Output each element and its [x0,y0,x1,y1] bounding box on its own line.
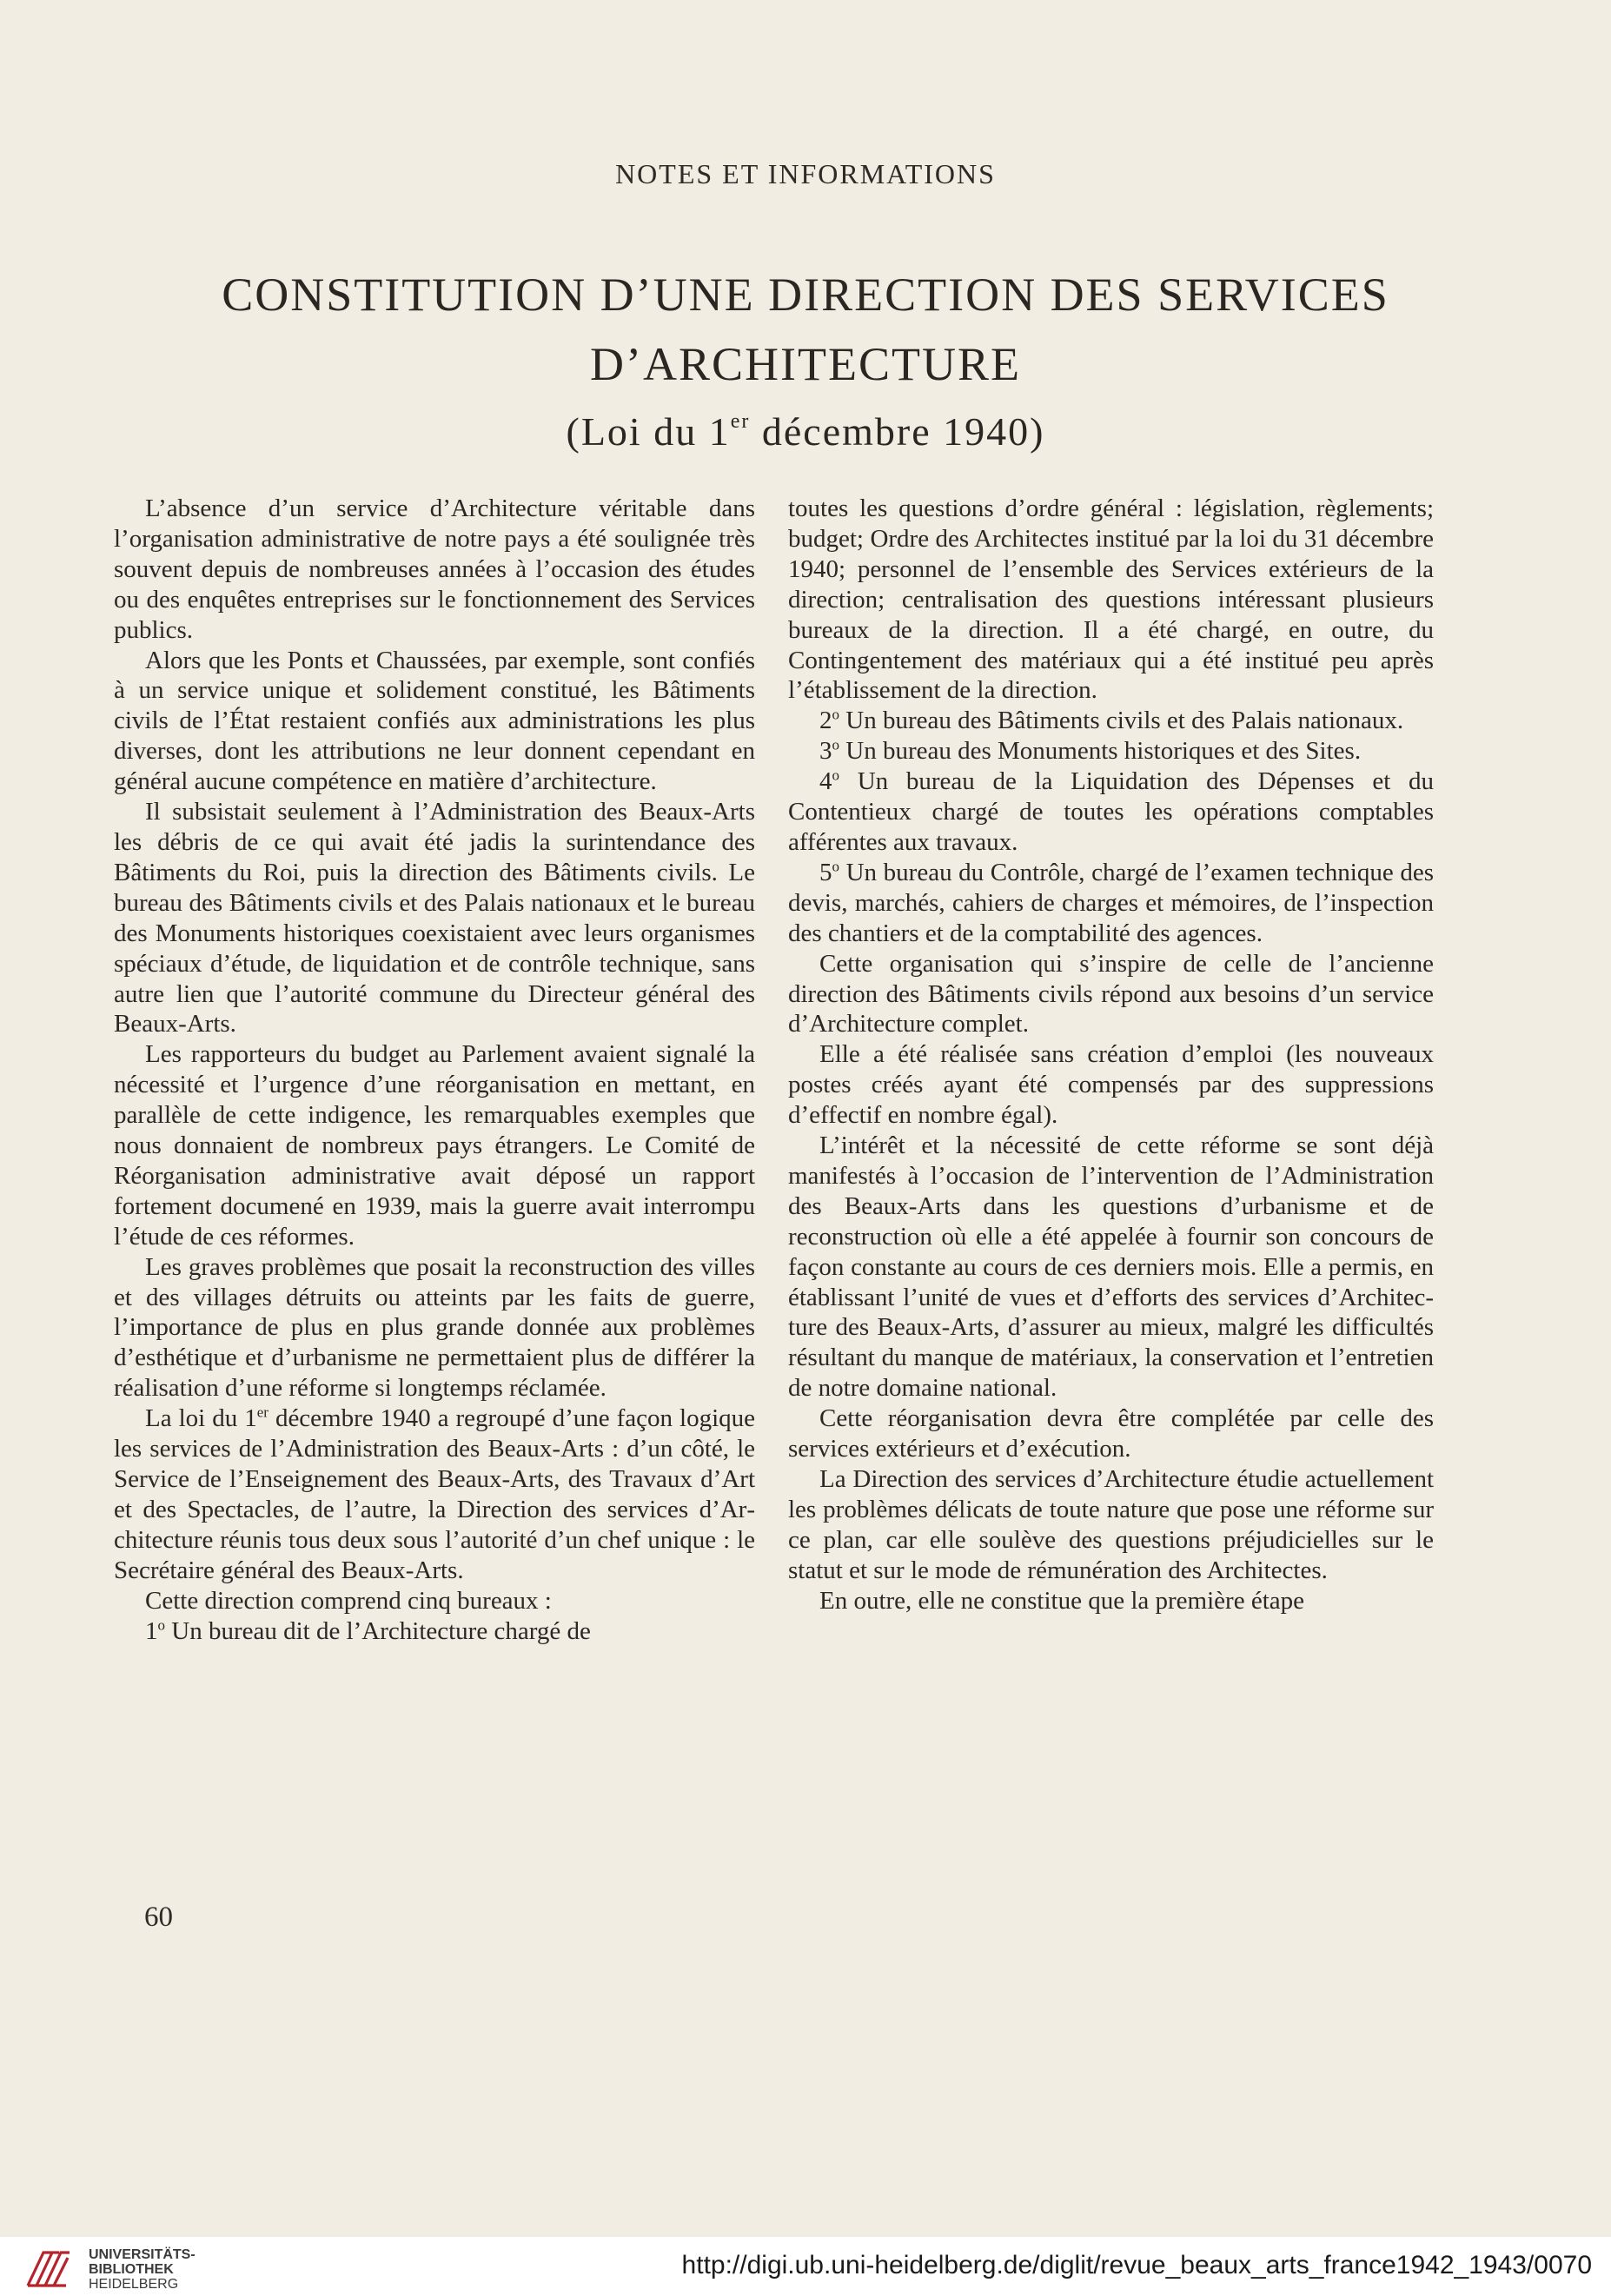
right-paragraph-6: Cette organisation qui s’inspire de celle de l’ancienne direction des Bâtiments civils répond aux besoins d’un service d’Architecture complet. [788,949,1434,1039]
left-column [114,494,755,1646]
right-paragraph-3-pre: 3 [819,737,832,766]
right-paragraph-3-sup: o [832,736,839,753]
right-paragraph-5-sup: o [832,858,839,875]
left-paragraph-2: Alors que les Ponts et Chaussées, par exemple, sont confiés à un service unique et solidement constitué, les Bâtiments civils de l’État restaient confiés aux administrations les plus diverses, dont les attributions ne leur donnent cependant en général aucune compétence en matière d’architecture. [114,646,755,796]
right-paragraph-4 [788,766,1434,858]
left-paragraph-6-sup: er [256,1403,268,1421]
right-paragraph-2-post: Un bureau des Bâtiments civils et des Palais nationaux. [839,707,1404,735]
library-name [89,2247,196,2292]
right-paragraph-2 [788,706,1434,736]
article-title-line-2: D’ARCHITECTURE [590,338,1021,390]
right-paragraph-4-post: Un bureau de la Liquidation des Dépenses et du Contentieux chargé de toutes les opérations comptables afférentes aux travaux. [788,767,1434,856]
right-paragraph-8: L’intérêt et la nécessité de cette réforme se sont déjà manifestés à l’occasion de l’intervention de l’Administration des Beaux-Arts dans les questions d’urbanisme et de reconstruction où elle a été appelée à fournir son concours de façon constante au cours de ces derniers mois. Elle a permis, en établissant l’unité de vues et d’efforts des services d’Architecture des Beaux-Arts, d’assurer au mieux, malgré les difficultés résultant du manque de matériaux, la conservation et l’entretien de notre domaine national. [788,1131,1434,1403]
subtitle-text-pre: (Loi du 1 [566,409,731,454]
library-name-line-1: UNIVERSITÄTS- [89,2247,196,2262]
library-name-line-2: BIBLIOTHEK [89,2262,174,2277]
running-head: NOTES ET INFORMATIONS [615,158,996,189]
left-paragraph-8-post: Un bureau dit de l’Architecture chargé de [165,1616,591,1645]
permalink-url[interactable]: http://digi.ub.uni-heidelberg.de/diglit/revue_beaux_arts_france1942_1943/0070 [681,2251,1592,2279]
subtitle-text-post: décembre 1940) [750,409,1045,454]
right-paragraph-4-pre: 4 [819,767,832,796]
right-paragraph-2-sup: o [832,706,839,723]
left-paragraph-8-pre: 1 [145,1616,158,1645]
right-paragraph-7: Elle a été réalisée sans création d’emploi (les nouveaux postes créés ayant été compensés par des suppressions d’effectif en nombre égal). [788,1040,1434,1130]
article-title-line-1: CONSTITUTION D’UNE DIRECTION DES SERVICES [222,269,1389,321]
right-paragraph-10: La Direction des services d’Architecture étudie actuellement les problèmes délicats de toute nature que pose une réforme sur ce plan, car elle soulève des questions préjudicielles sur le statut et sur le mode de rémunération des Architectes. [788,1465,1434,1584]
left-paragraph-8 [114,1616,755,1647]
left-paragraph-3: Il subsistait seulement à l’Administration des Beaux-Arts les débris de ce qui avait été jadis la surintendance des Bâtiments du Roi, puis la direction des Bâtiments civils. Le bureau des Bâtiments civils et des Palais nationaux et le bureau des Monuments historiques coexistaient avec leurs organismes spéciaux d’étude, de liquidation et de contrôle technique, sans autre lien que l’autorité commune du Directeur général des Beaux-Arts. [114,798,755,1039]
right-paragraph-3-post: Un bureau des Monuments historiques et des Sites. [839,737,1362,766]
left-paragraph-7: Cette direction comprend cinq bureaux : [145,1586,552,1615]
right-paragraph-2-pre: 2 [819,707,832,735]
left-paragraph-5: Les graves problèmes que posait la reconstruction des villes et des villages détruits ou atteints par les faits de guerre, l’importance de plus en plus grande donnée aux problèmes d’esthétique et d’urbanisme ne permettaient plus de différer la réalisation d’une réforme si longtemps réclamée. [114,1252,755,1403]
left-paragraph-4: Les rapporteurs du budget au Parlement avaient signalé la nécessité et l’urgence d’une réorganisation en mettant, en parallèle de cette indigence, les remarquables exemples que nous donnaient de nombreux pays étrangers. Le Comité de Réorganisation administrative avait déposé un rapport fortement documené en 1939, mais la guerre avait interrompu l’étude de ces réformes. [114,1040,755,1251]
right-paragraph-11: En outre, elle ne constitue que la première étape [819,1586,1304,1615]
article-subtitle [0,408,1611,455]
right-paragraph-4-sup: o [832,766,839,784]
right-paragraph-1: toutes les questions d’ordre général : législation, règlements; budget; Ordre des Architectes institué par la loi du 31 décembre 1940; personnel de l’ensemble des Services extérieurs de la direction; centralisation des questions intéressant plusieurs bureaux de la direction. Il a été chargé, en outre, du Contingentement des matériaux qui a été institué peu après l’établissement de la direction. [788,494,1434,705]
right-paragraph-5-pre: 5 [819,858,832,886]
right-paragraph-5-post: Un bureau du Contrôle, chargé de l’examen technique des devis, marchés, cahiers de charges et mémoires, de l’inspection des chantiers et de la comptabilité des agences. [788,858,1434,947]
right-paragraph-5 [788,858,1434,949]
left-paragraph-1: L’absence d’un service d’Architecture véritable dans l’organisation administrative de notre pays a été soulignée très souvent depuis de nombreuses années à l’occasion des études ou des enquêtes entreprises sur le fonctionnement des Services publics. [114,494,755,644]
page-number: 60 [144,1901,173,1933]
subtitle-superscript: er [730,410,751,433]
footer-bar [0,2237,1611,2296]
right-paragraph-3 [788,736,1434,766]
ub-heidelberg-logo-icon [24,2246,73,2289]
left-paragraph-8-sup: o [157,1616,165,1633]
left-paragraph-6-post: décembre 1940 a regroupé d’une façon logique les services de l’Administration des Beaux-Arts : d’un côté, le Service de l’Enseignement des Beaux-Arts, des Travaux d’Art et des Spectacles, de l’autre, la Direction des services d’Architecture réunis tous deux sous l’autorité d’un chef unique : le Secrétaire général des Beaux-Arts. [114,1404,756,1584]
left-paragraph-6 [114,1403,755,1585]
right-column [788,494,1434,1616]
library-name-line-3: HEIDELBERG [89,2277,179,2292]
right-paragraph-9: Cette réorganisation devra être complétée par celle des services extérieurs et d’exécution. [788,1404,1434,1463]
left-paragraph-6-pre: La loi du 1 [145,1404,257,1433]
